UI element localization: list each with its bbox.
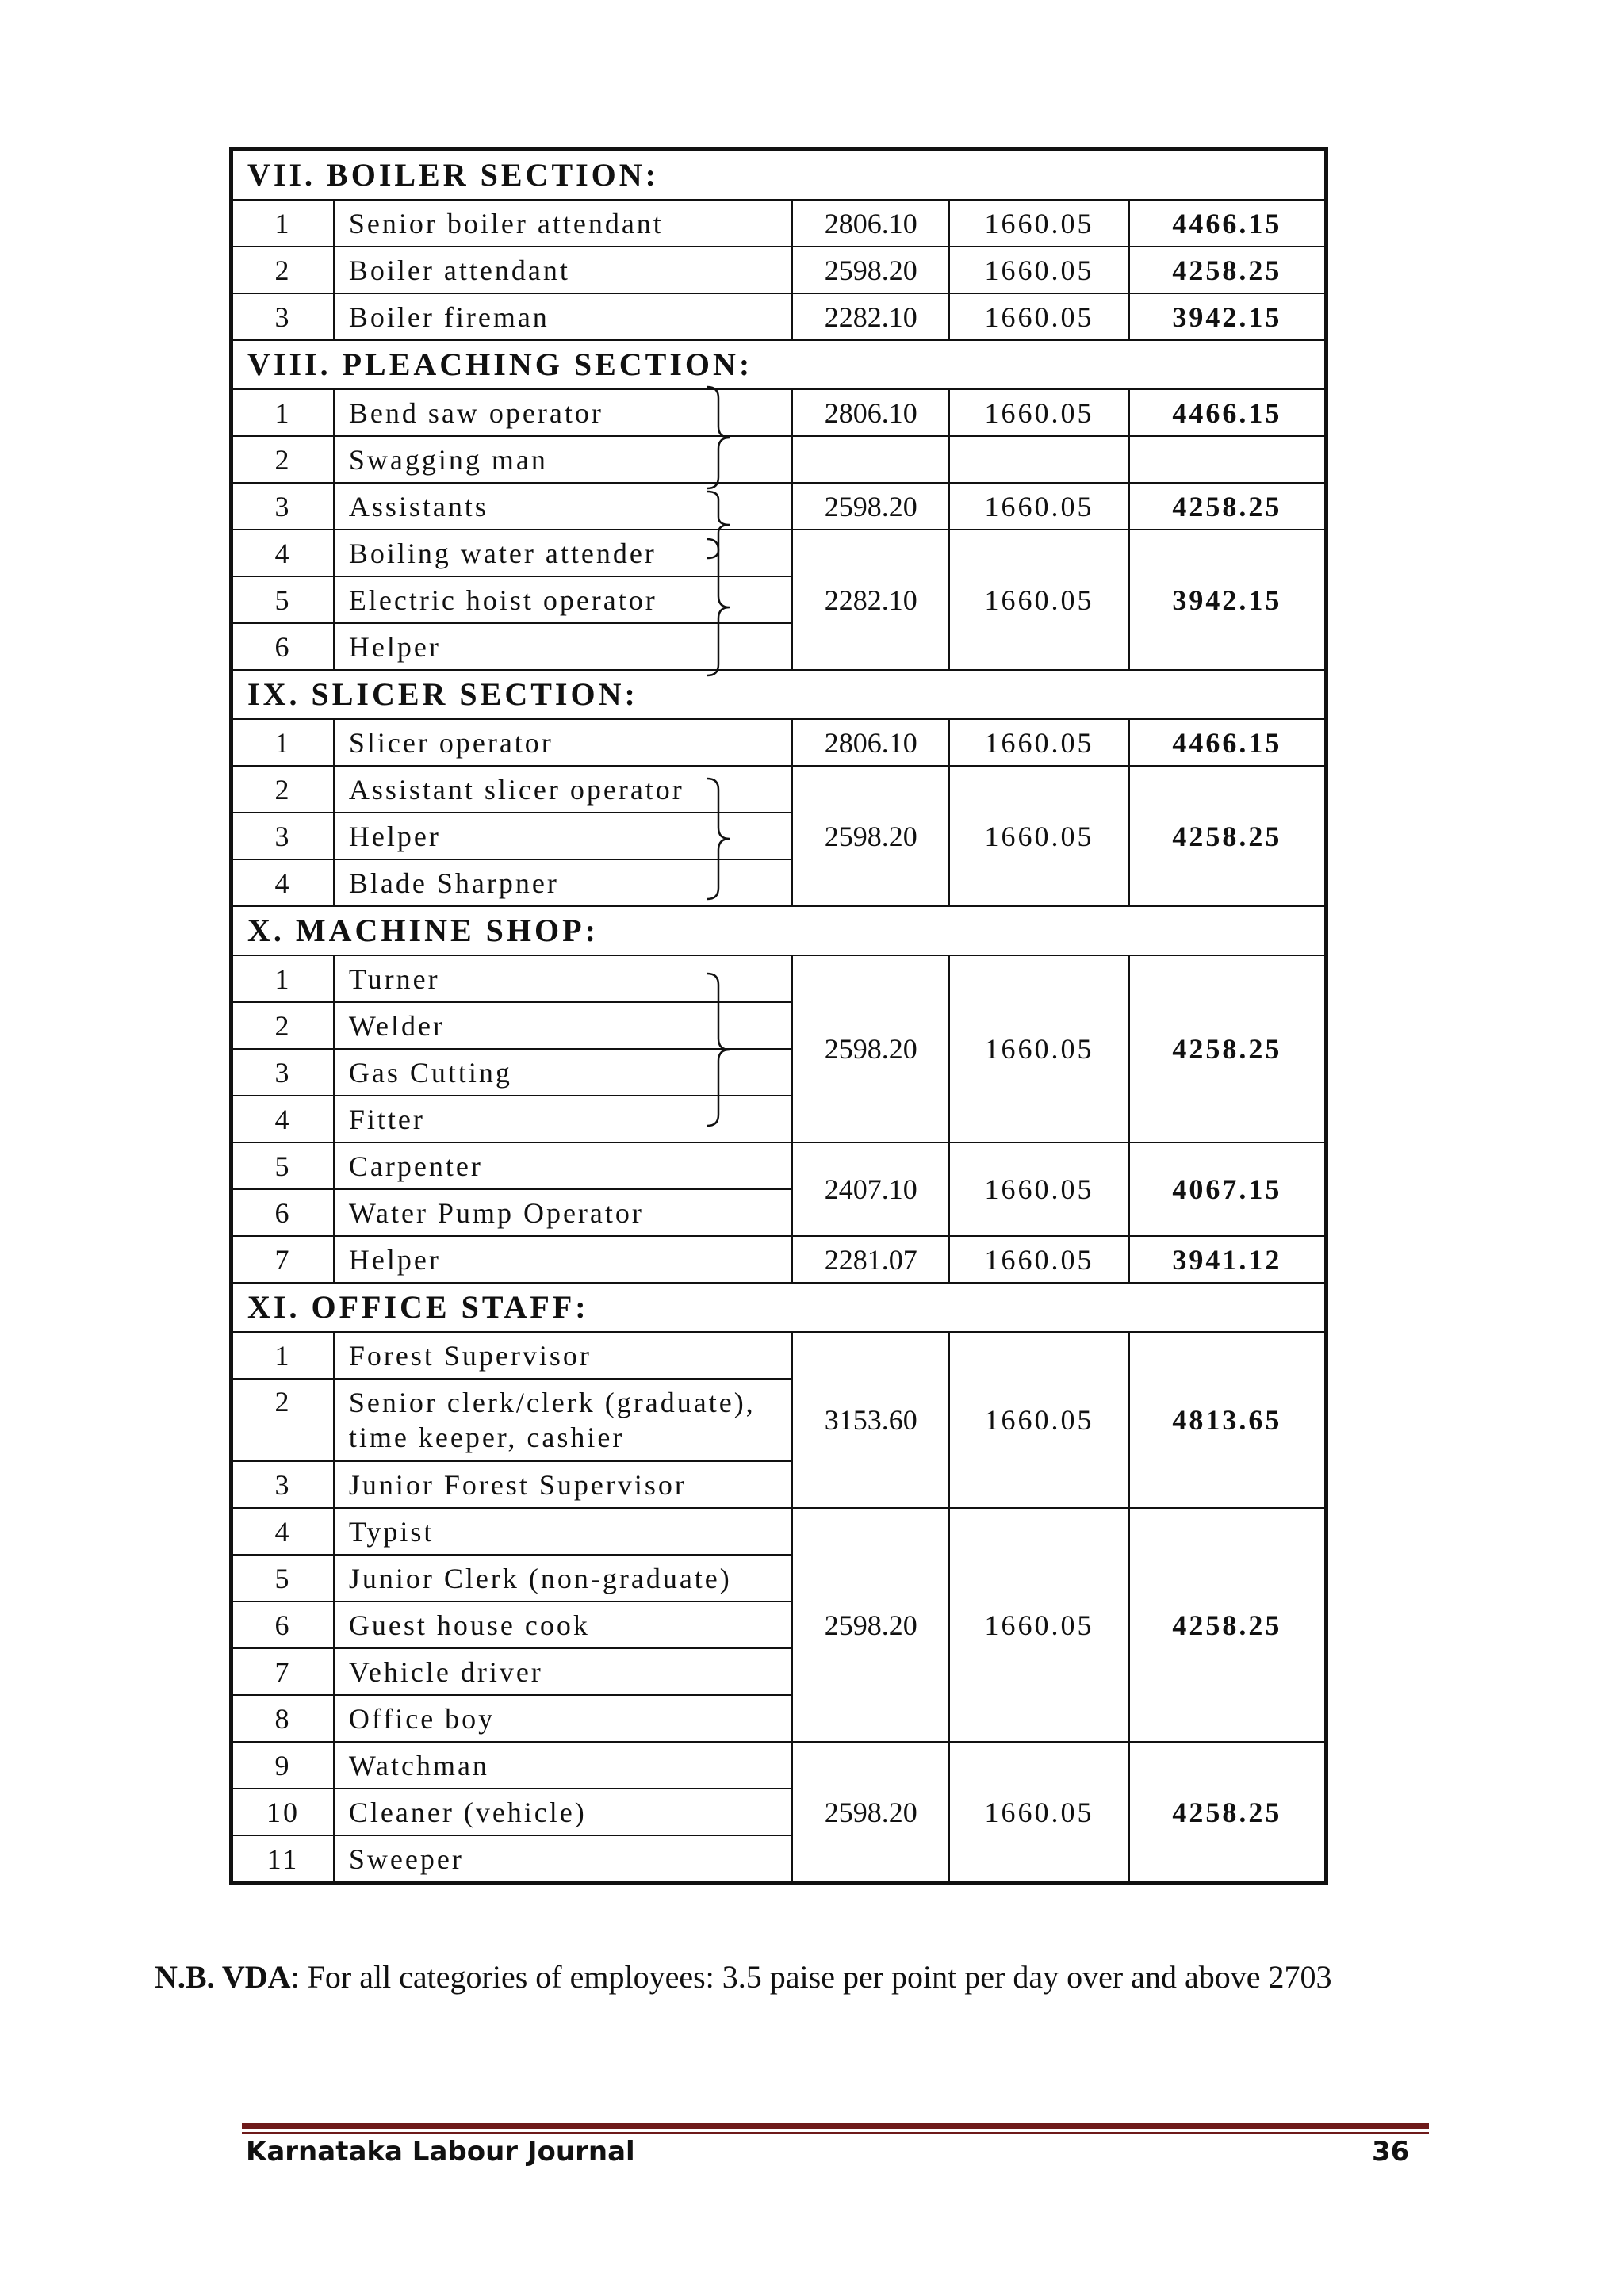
job-title: Vehicle driver xyxy=(334,1648,792,1695)
row-number: 1 xyxy=(232,955,334,1002)
basic-wage: 3153.60 xyxy=(792,1332,949,1508)
note-text: : For all categories of employees: 3.5 paise per point per day over and above 2703 xyxy=(290,1959,1332,1995)
row-number: 10 xyxy=(232,1789,334,1835)
basic-wage: 2407.10 xyxy=(792,1142,949,1236)
job-title: Guest house cook xyxy=(334,1601,792,1648)
dearness-allowance: 1660.05 xyxy=(949,389,1128,436)
row-number: 5 xyxy=(232,576,334,623)
basic-wage: 2806.10 xyxy=(792,389,949,436)
row-number: 1 xyxy=(232,200,334,247)
dearness-allowance: 1660.05 xyxy=(949,1742,1128,1884)
dearness-allowance: 1660.05 xyxy=(949,1508,1128,1742)
job-title: Turner xyxy=(334,955,792,1002)
job-title: Swagging man xyxy=(334,436,792,483)
dearness-allowance: 1660.05 xyxy=(949,1332,1128,1508)
total-wage: 4813.65 xyxy=(1129,1332,1327,1508)
row-number: 1 xyxy=(232,1332,334,1379)
basic-wage: 2598.20 xyxy=(792,247,949,293)
total-wage: 4258.25 xyxy=(1129,766,1327,906)
job-title: Bend saw operator xyxy=(334,389,792,436)
job-title: Senior boiler attendant xyxy=(334,200,792,247)
job-title: Sweeper xyxy=(334,1835,792,1884)
section-title: XI. OFFICE STAFF: xyxy=(232,1283,1327,1332)
total-wage: 4258.25 xyxy=(1129,1508,1327,1742)
section-title: X. MACHINE SHOP: xyxy=(232,906,1327,955)
job-title: Cleaner (vehicle) xyxy=(334,1789,792,1835)
row-number: 7 xyxy=(232,1648,334,1695)
basic-wage: 2282.10 xyxy=(792,293,949,340)
dearness-allowance: 1660.05 xyxy=(949,247,1128,293)
job-title: Boiling water attender xyxy=(334,530,792,576)
dearness-allowance: 1660.05 xyxy=(949,766,1128,906)
basic-wage: 2281.07 xyxy=(792,1236,949,1283)
row-number: 2 xyxy=(232,247,334,293)
job-title: Office boy xyxy=(334,1695,792,1742)
footer-journal-title: Karnataka Labour Journal xyxy=(246,2136,635,2168)
note-label: N.B. VDA xyxy=(155,1959,291,1995)
job-title: Helper xyxy=(334,813,792,859)
job-title: Helper xyxy=(334,1236,792,1283)
basic-wage: 2598.20 xyxy=(792,483,949,530)
basic-wage: 2806.10 xyxy=(792,200,949,247)
dearness-allowance: 1660.05 xyxy=(949,1236,1128,1283)
job-title: Helper xyxy=(334,623,792,670)
dearness-allowance: 1660.05 xyxy=(949,1142,1128,1236)
footer-rule-thick xyxy=(242,2123,1429,2129)
brace-pleaching-1-2 xyxy=(707,387,730,488)
brace-pleaching-4-6 xyxy=(707,539,730,675)
job-title: Blade Sharpner xyxy=(334,859,792,906)
row-number: 3 xyxy=(232,483,334,530)
basic-wage: 2282.10 xyxy=(792,530,949,670)
total-wage: 4258.25 xyxy=(1129,1742,1327,1884)
basic-wage: 2598.20 xyxy=(792,955,949,1142)
job-title: Slicer operator xyxy=(334,719,792,766)
total-wage: 4466.15 xyxy=(1129,389,1327,436)
total-wage: 4067.15 xyxy=(1129,1142,1327,1236)
job-title: Senior clerk/clerk (graduate), time keeper, cashier xyxy=(334,1379,792,1461)
section-title: IX. SLICER SECTION: xyxy=(232,670,1327,719)
basic-wage: 2598.20 xyxy=(792,1508,949,1742)
dearness-allowance: 1660.05 xyxy=(949,955,1128,1142)
row-number: 8 xyxy=(232,1695,334,1742)
row-number: 6 xyxy=(232,1601,334,1648)
row-number: 9 xyxy=(232,1742,334,1789)
row-number: 1 xyxy=(232,389,334,436)
job-title: Water Pump Operator xyxy=(334,1189,792,1236)
row-number: 4 xyxy=(232,859,334,906)
job-title: Boiler attendant xyxy=(334,247,792,293)
row-number: 4 xyxy=(232,1096,334,1142)
dearness-allowance: 1660.05 xyxy=(949,200,1128,247)
section-title: VIII. PLEACHING SECTION: xyxy=(232,340,1327,389)
job-title: Watchman xyxy=(334,1742,792,1789)
job-title: Carpenter xyxy=(334,1142,792,1189)
job-title: Assistants xyxy=(334,483,792,530)
row-number: 4 xyxy=(232,530,334,576)
row-number: 1 xyxy=(232,719,334,766)
job-title: Fitter xyxy=(334,1096,792,1142)
row-number: 2 xyxy=(232,1379,334,1461)
row-number: 2 xyxy=(232,1002,334,1049)
total-wage: 3942.15 xyxy=(1129,530,1327,670)
job-title: Gas Cutting xyxy=(334,1049,792,1096)
total-wage: 4258.25 xyxy=(1129,483,1327,530)
basic-wage: 2598.20 xyxy=(792,766,949,906)
dearness-allowance: 1660.05 xyxy=(949,293,1128,340)
row-number: 11 xyxy=(232,1835,334,1884)
job-title: Assistant slicer operator xyxy=(334,766,792,813)
job-title: Boiler fireman xyxy=(334,293,792,340)
footer-rule-thin xyxy=(242,2132,1429,2134)
job-title: Junior Clerk (non-graduate) xyxy=(334,1555,792,1601)
total-wage: 4258.25 xyxy=(1129,247,1327,293)
section-title: VII. BOILER SECTION: xyxy=(232,150,1327,201)
job-title: Typist xyxy=(334,1508,792,1555)
total-wage: 3942.15 xyxy=(1129,293,1327,340)
row-number: 4 xyxy=(232,1508,334,1555)
row-number: 3 xyxy=(232,1049,334,1096)
job-title: Forest Supervisor xyxy=(334,1332,792,1379)
row-number: 3 xyxy=(232,813,334,859)
job-title: Welder xyxy=(334,1002,792,1049)
row-number: 2 xyxy=(232,436,334,483)
total-wage: 4466.15 xyxy=(1129,719,1327,766)
row-number: 3 xyxy=(232,1461,334,1508)
total-wage: 3941.12 xyxy=(1129,1236,1327,1283)
total-wage: 4466.15 xyxy=(1129,200,1327,247)
row-number: 5 xyxy=(232,1142,334,1189)
row-number: 3 xyxy=(232,293,334,340)
dearness-allowance: 1660.05 xyxy=(949,483,1128,530)
row-number: 2 xyxy=(232,766,334,813)
basic-wage: 2806.10 xyxy=(792,719,949,766)
dearness-allowance: 1660.05 xyxy=(949,719,1128,766)
row-number: 6 xyxy=(232,1189,334,1236)
total-wage: 4258.25 xyxy=(1129,955,1327,1142)
nb-vda-note xyxy=(155,1958,1331,1996)
job-title: Electric hoist operator xyxy=(334,576,792,623)
basic-wage: 2598.20 xyxy=(792,1742,949,1884)
dearness-allowance: 1660.05 xyxy=(949,530,1128,670)
footer-rule xyxy=(242,2123,1429,2134)
page-number: 36 xyxy=(1372,2136,1410,2168)
brace-machine-1-4 xyxy=(707,974,730,1126)
brace-slicer-2-4 xyxy=(707,779,730,899)
row-number: 5 xyxy=(232,1555,334,1601)
row-number: 6 xyxy=(232,623,334,670)
row-number: 7 xyxy=(232,1236,334,1283)
job-title: Junior Forest Supervisor xyxy=(334,1461,792,1508)
